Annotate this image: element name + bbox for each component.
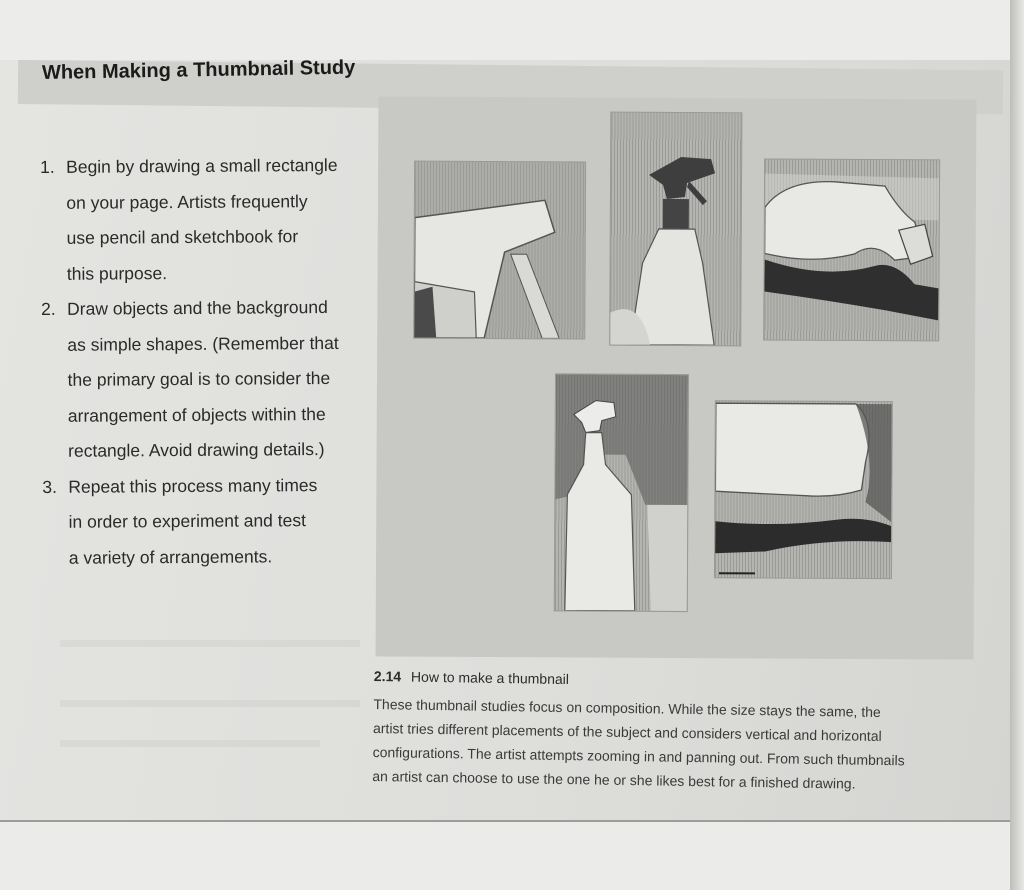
caption-heading [374,668,934,693]
step-line: use pencil and sketchbook for [66,226,299,248]
thumbnail-sketch-4 [554,373,689,612]
figure-panel [376,96,977,659]
figure-caption [372,668,934,797]
step-item [42,467,363,576]
figure-title: How to make a thumbnail [410,668,570,688]
step-line: arrangement of objects within the [67,403,326,426]
top-band [0,0,1010,60]
caption-line: an artist can choose to use the one he or she likes best for a finished drawing. [372,767,856,792]
step-line: on your page. Artists frequently [66,190,308,213]
step-line: in order to experiment and test [68,510,307,532]
caption-body [372,692,933,797]
step-text [67,290,362,470]
faint-bleed-text [60,740,320,747]
caption-line: artist tries different placements of the subject and considers vertical and horizontal [372,719,882,744]
step-number: 3. [42,476,58,497]
step-line: Begin by drawing a small rectangle [66,154,338,177]
step-item [41,290,362,470]
step-line: as simple shapes. (Remember that [67,332,339,355]
step-line: rectangle. Avoid drawing details.) [68,439,325,461]
faint-bleed-text [60,700,360,707]
section-title: When Making a Thumbnail Study [41,56,356,84]
thumbnail-sketch-5 [714,400,893,579]
step-line: this purpose. [66,262,168,284]
step-item [40,148,361,292]
step-text [68,467,363,576]
step-text [66,148,361,292]
thumbnail-sketch-3 [763,158,940,341]
caption-line: configurations. The artist attempts zooming in and panning out. From such thumbnails [372,743,905,769]
steps-list [40,148,363,576]
step-number: 1. [40,156,55,177]
step-line: a variety of arrangements. [68,545,273,568]
step-line: Draw objects and the background [67,296,328,319]
step-line: the primary goal is to consider the [67,367,331,390]
thumbnail-sketch-2 [609,112,742,347]
thumbnail-sketch-1 [413,161,586,340]
step-number: 2. [41,298,56,319]
bottom-band [0,822,1010,890]
caption-line: These thumbnail studies focus on composition. While the size stays the same, the [373,695,881,720]
page-edge [1010,0,1024,890]
faint-bleed-text [60,640,360,647]
step-line: Repeat this process many times [68,474,318,497]
figure-number: 2.14 [373,668,402,685]
